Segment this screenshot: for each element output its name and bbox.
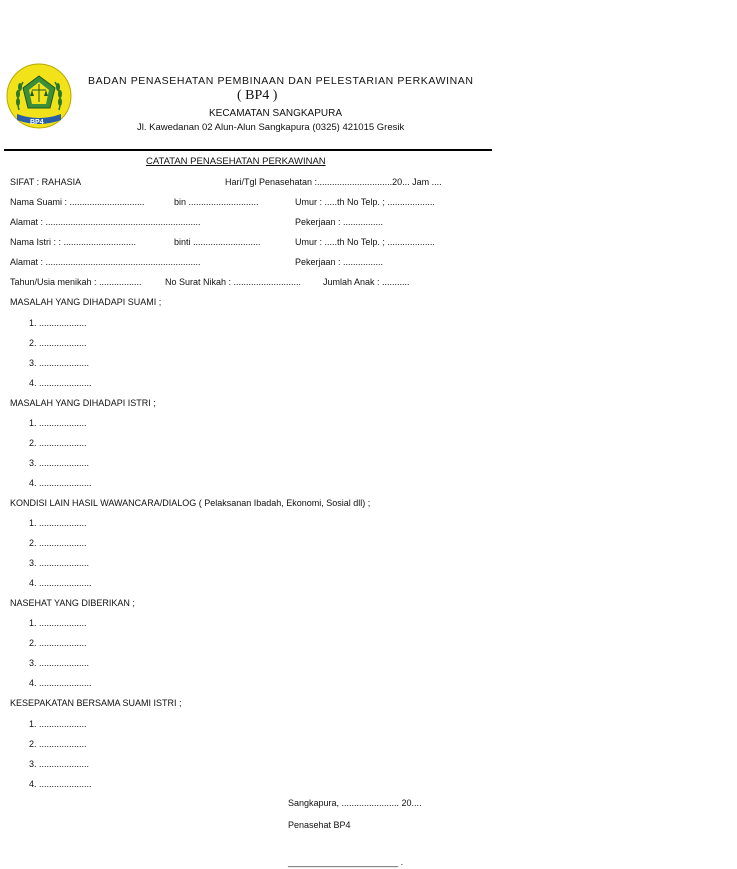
district-name: KECAMATAN SANGKAPURA [209, 108, 342, 119]
umur-suami-field: Umur : .....th No Telp. ; ................... [295, 197, 435, 207]
list-item: 4. ..................... [29, 378, 92, 388]
section-heading: KESEPAKATAN BERSAMA SUAMI ISTRI ; [10, 698, 182, 708]
list-item: 4. ..................... [29, 678, 92, 688]
signature-line: ______________________ . [288, 857, 404, 867]
list-item: 1. ................... [29, 418, 87, 428]
pekerjaan-suami-field: Pekerjaan : ................ [295, 217, 384, 227]
section-heading: NASEHAT YANG DIBERIKAN ; [10, 598, 135, 608]
list-item: 3. .................... [29, 658, 90, 668]
list-item: 4. ..................... [29, 578, 92, 588]
list-item: 1. ................... [29, 618, 87, 628]
list-item: 3. .................... [29, 558, 90, 568]
bin-field: bin ............................ [174, 197, 259, 207]
nama-istri-field: Nama Istri : : ............................. [10, 237, 137, 247]
signature-place-date: Sangkapura, ....................... 20.... [288, 798, 422, 808]
tahun-usia-field: Tahun/Usia menikah : ................. [10, 277, 142, 287]
org-abbrev: ( BP4 ) [237, 88, 278, 103]
list-item: 1. ................... [29, 719, 87, 729]
alamat-suami-field: Alamat : .............................................................. [10, 217, 201, 227]
alamat-istri-field: Alamat : .............................................................. [10, 257, 201, 267]
list-item: 2. ................... [29, 538, 87, 548]
list-item: 3. .................... [29, 759, 90, 769]
list-item: 1. ................... [29, 318, 87, 328]
header-divider [4, 149, 492, 151]
list-item: 2. ................... [29, 739, 87, 749]
hari-tgl-field: Hari/Tgl Penasehatan :..............................20... Jam .... [225, 177, 442, 187]
list-item: 3. .................... [29, 458, 90, 468]
list-item: 2. ................... [29, 338, 87, 348]
list-item: 4. ..................... [29, 779, 92, 789]
org-name: BADAN PENASEHATAN PEMBINAAN DAN PELESTARIAN PERKAWINAN [88, 75, 474, 87]
logo-text: BP4 [30, 119, 44, 126]
no-surat-nikah-field: No Surat Nikah : ........................... [165, 277, 302, 287]
list-item: 1. ................... [29, 518, 87, 528]
signature-role: Penasehat BP4 [288, 820, 351, 830]
list-item: 4. ..................... [29, 478, 92, 488]
jumlah-anak-field: Jumlah Anak : ........... [323, 277, 410, 287]
section-heading: KONDISI LAIN HASIL WAWANCARA/DIALOG ( Pelaksanan Ibadah, Ekonomi, Sosial dll) ; [10, 498, 371, 508]
document-title: CATATAN PENASEHATAN PERKAWINAN [146, 156, 326, 167]
pekerjaan-istri-field: Pekerjaan : ................ [295, 257, 384, 267]
nama-suami-field: Nama Suami : .............................. [10, 197, 145, 207]
list-item: 3. .................... [29, 358, 90, 368]
binti-field: binti ........................... [174, 237, 261, 247]
list-item: 2. ................... [29, 638, 87, 648]
office-address: Jl. Kawedanan 02 Alun-Alun Sangkapura (0325) 421015 Gresik [137, 122, 405, 133]
section-heading: MASALAH YANG DIHADAPI SUAMI ; [10, 297, 162, 307]
list-item: 2. ................... [29, 438, 87, 448]
umur-istri-field: Umur : .....th No Telp. ; ................... [295, 237, 435, 247]
section-heading: MASALAH YANG DIHADAPI ISTRI ; [10, 398, 156, 408]
sifat-label: SIFAT : RAHASIA [10, 177, 82, 187]
